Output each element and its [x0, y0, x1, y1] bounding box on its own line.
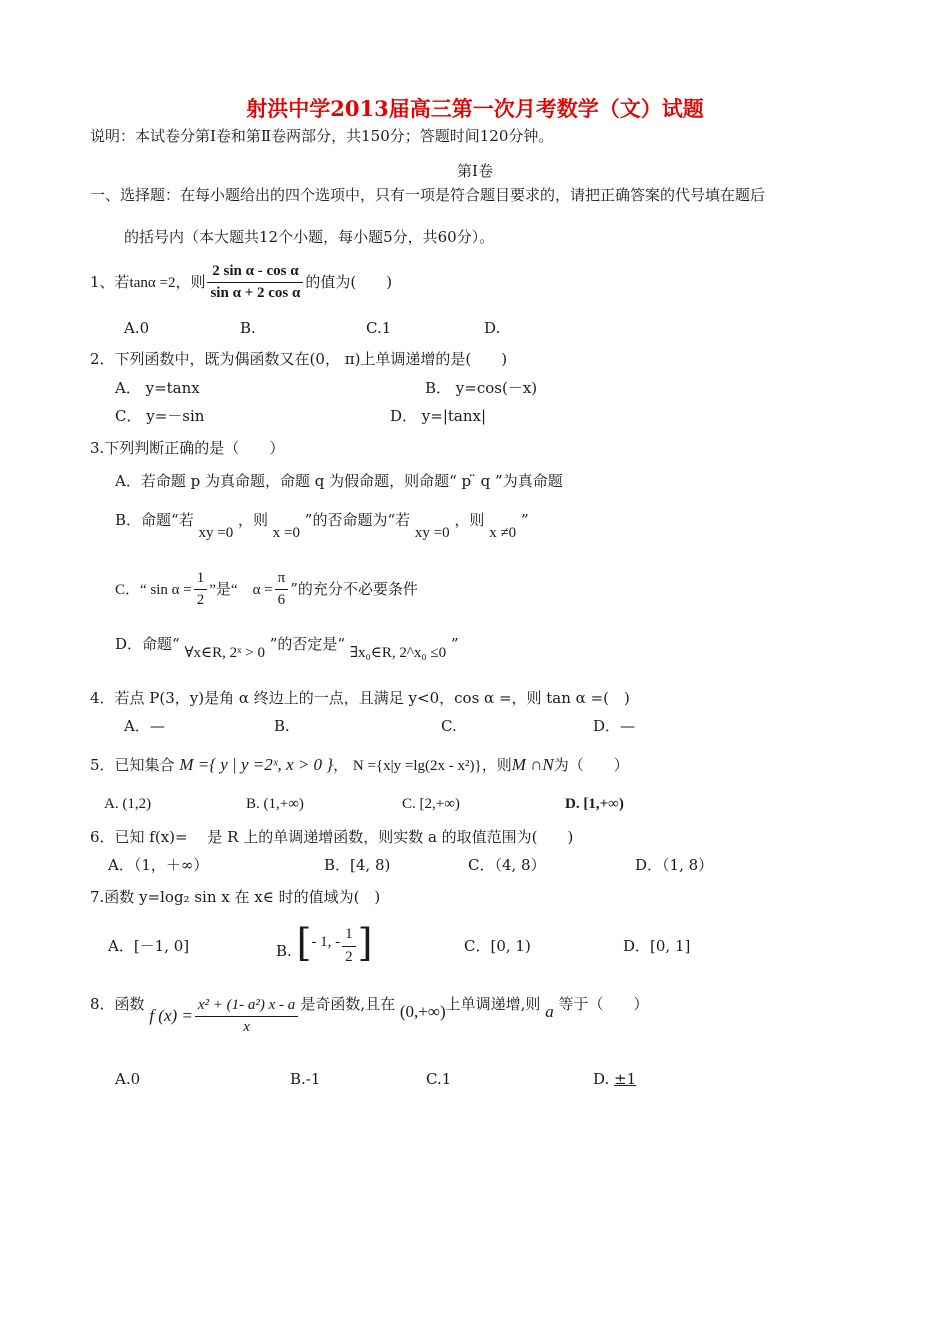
question-3-option-d: D．命题“ ∀x∈R, 2ˣ > 0 ”的否定是“ ∃x₀∈R, 2^x₀ ≤0 ”: [115, 635, 459, 661]
question-6-option-a: A．（1，＋∞）: [108, 856, 209, 874]
question-3-option-b: B．命题“若 xy =0 ，则 x =0 ”的否命题为“若 xy =0 ，则 x ≠0 ”: [115, 511, 529, 541]
question-1-fraction: $\frac{\text{2 sin α - cos α}}{\text{sin α + 2 cos α}}$: [207, 263, 303, 303]
question-3-option-c: C．“ sin α = $\frac{1}{2}$ ”是“ α = $\frac{\pi}{6}$ ”的充分不必要条件: [115, 570, 418, 609]
question-1-stem: 1、若tanα =2，则 $\frac{\text{2 sin α - cos α}}{\text{sin α + 2 cos α}}$ 的值为( ): [90, 263, 393, 302]
question-5-option-b: B. (1,+∞): [246, 796, 304, 812]
question-2-option-b: B． y=cos(－x): [425, 379, 538, 397]
question-1-option-d: D.: [484, 319, 501, 337]
question-4-option-a: A．—: [124, 717, 165, 735]
question-8-option-b: B.-1: [290, 1070, 321, 1088]
question-3-option-a: A．若命题 p 为真命题，命题 q 为假命题，则命题“ p ̈ q ”为真命题: [115, 472, 563, 490]
question-5-option-a: A. (1,2): [104, 796, 152, 812]
question-4-stem: 4．若点 P(3，y)是角 α 终边上的一点，且满足 y<0，cos α =，则 tan α =( ): [90, 689, 630, 707]
question-4-option-c: C.: [441, 717, 457, 735]
question-6-stem: 6．已知 f(x)= 是 R 上的单调递增函数，则实数 a 的取值范围为( ): [90, 828, 574, 846]
question-6-option-c: C．（4, 8）: [468, 856, 546, 874]
question-8-option-a: A.0: [115, 1070, 141, 1088]
exam-title: 射洪中学2013届高三第一次月考数学（文）试题: [246, 96, 704, 121]
question-7-option-c: C．[0, 1): [464, 937, 531, 955]
question-5-option-c: C. [2,+∞): [402, 796, 460, 812]
question-2-option-c: C． y=－sin: [115, 407, 205, 425]
question-5-option-d: D. [1,+∞): [565, 796, 624, 812]
question-4-option-b: B.: [274, 717, 290, 735]
section-heading: 第Ⅰ卷: [457, 162, 493, 180]
question-8-option-c: C.1: [426, 1070, 452, 1088]
question-1-option-c: C.1: [366, 319, 392, 337]
exam-note: 说明：本试卷分第Ⅰ卷和第Ⅱ卷两部分，共150分；答题时间120分钟。: [90, 127, 554, 145]
question-4-option-d: D．—: [593, 717, 636, 735]
question-7-option-d: D．[0, 1]: [623, 937, 691, 955]
question-8-option-d: D. ±1: [593, 1070, 637, 1088]
question-3-stem: 3.下列判断正确的是（ ）: [90, 439, 285, 457]
question-6-option-b: B．[4, 8): [324, 856, 391, 874]
question-7-option-a: A．[－1, 0]: [108, 937, 190, 955]
question-2-option-a: A． y=tanx: [115, 379, 200, 397]
question-7-stem: 7.函数 y=log₂ sin x 在 x∈ 时的值域为( ): [90, 888, 381, 906]
question-6-option-d: D．（1, 8）: [635, 856, 714, 874]
question-2-stem: 2．下列函数中，既为偶函数又在(0， π)上单调递增的是( ): [90, 350, 508, 368]
instructions-line-1: 一、选择题：在每小题给出的四个选项中，只有一项是符合题目要求的，请把正确答案的代号填在题后: [90, 186, 766, 204]
question-5-stem: 5．已知集合 M ={ y | y =2ˣ, x > 0 }， N ={x|y =lg(2x - x²)}，则M ∩N为（ ）: [90, 755, 629, 774]
question-1-option-b: B.: [240, 319, 256, 337]
question-7-option-b: B. [- 1, - $\frac{1}{2}$ ]: [276, 921, 373, 965]
question-8-stem: 8．函数 f (x) = $\frac{\text{x² + (1- a²) x - a}}{x}$ 是奇函数,且在 (0,+∞)上单调递增,则 a 等于（ ）: [90, 994, 649, 1036]
question-1-option-a: A.0: [124, 319, 150, 337]
question-2-option-d: D． y=|tanx|: [390, 407, 487, 425]
instructions-line-2: 的括号内（本大题共12个小题，每小题5分，共60分）。: [124, 228, 495, 246]
